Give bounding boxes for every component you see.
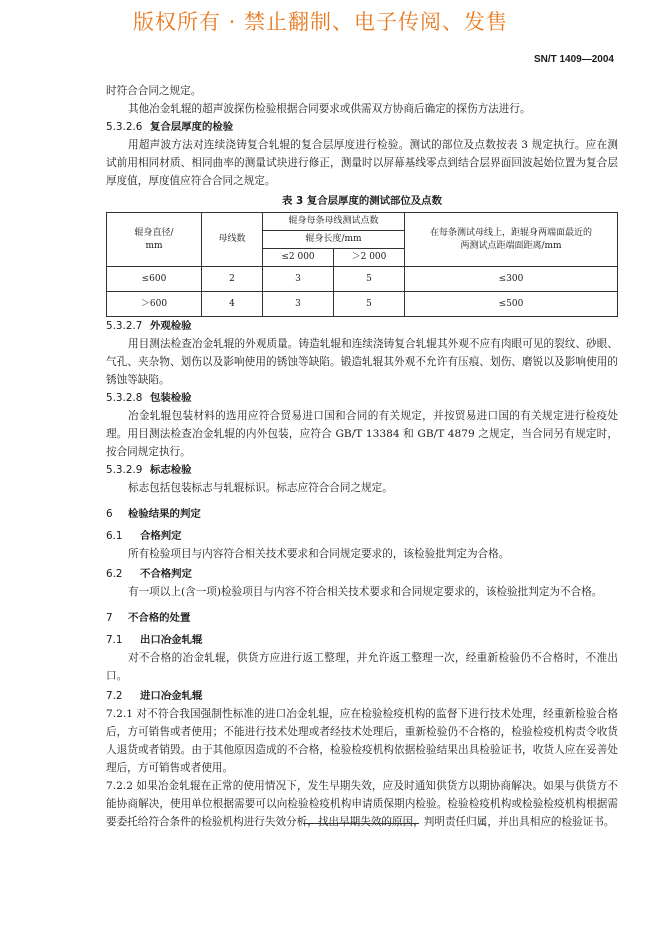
copyright-watermark: 版权所有 · 禁止翻制、电子传阅、发售 [133, 10, 509, 34]
clause-number: 5.3.2.7 [106, 320, 143, 332]
clause-title: 外观检验 [150, 320, 192, 332]
cell-distance: ≤500 [405, 292, 618, 317]
clause-title: 不合格判定 [140, 568, 192, 580]
clause-title: 复合层厚度的检验 [150, 121, 234, 133]
table-row [107, 292, 618, 317]
clause-number: 5.3.2.9 [106, 464, 143, 476]
clause-number: 6.1 [106, 530, 123, 542]
table-header-length-long: ＞2 000 [334, 249, 405, 267]
section-number: 7 [106, 612, 113, 624]
clause-number: 7.2 [106, 690, 123, 702]
paragraph: 冶金轧辊包装材料的选用应符合贸易进口国和合同的有关规定，并按贸易进口国的有关规定进行检疫处理。用目测法检查冶金轧辊的内外包装，应符合 GB/T 13384 和 GB/T 4879 之规定，当合同另有规定时，按合同规定执行。 [106, 410, 618, 458]
table-row [107, 267, 618, 292]
section-6-heading [106, 505, 618, 523]
end-rule [303, 823, 419, 824]
clause-title: 合格判定 [140, 530, 182, 542]
clause-number: 7.1 [106, 634, 123, 646]
clause-number: 5.3.2.6 [106, 121, 143, 133]
clause-6-1-heading [106, 527, 618, 545]
clause-5-3-2-6-heading [106, 118, 618, 136]
table-header-diameter: 辊身直径/ mm [107, 213, 202, 267]
paragraph: 7.2.1 对不符合我国强制性标准的进口冶金轧辊，应在检验检疫机构的监督下进行技术处理，经重新检验合格后，方可销售或者使用；不能进行技术处理或者经技术处理后，重新检验仍不合格的，检验检疫机构责令收货人退货或者销毁。由于其他原因造成的不合格，检验检疫机构依据检验结果出具检验证书，收货人应在妥善处理后，方可销售或者使用。 [106, 708, 618, 774]
paragraph: 其他冶金轧辊的超声波探伤检验根据合同要求或供需双方协商后确定的探伤方法进行。 [128, 103, 531, 115]
cell-points-short: 3 [263, 292, 334, 317]
standard-number: SN/T 1409—2004 [533, 54, 614, 65]
cell-diameter: ≤600 [107, 267, 202, 292]
clause-title: 出口冶金轧辊 [140, 634, 203, 646]
section-title: 不合格的处置 [128, 612, 191, 624]
document-body [106, 82, 618, 831]
paragraph: 用超声波方法对连续浇铸复合轧辊的复合层厚度进行检验。测试的部位及点数按表 3 规定执行。应在测试前用相同材质、相同曲率的测量试块进行修正，测量时以屏幕基线零点到结合层界面回波起始位置为复合层厚度值，厚度值应符合合同之规定。 [106, 139, 618, 187]
clause-number: 6.2 [106, 568, 123, 580]
table-header-lines: 母线数 [202, 213, 263, 267]
cell-distance: ≤300 [405, 267, 618, 292]
section-title: 检验结果的判定 [128, 508, 201, 520]
clause-5-3-2-8-heading [106, 389, 618, 407]
paragraph: 所有检验项目与内容符合相关技术要求和合同规定要求的，该检验批判定为合格。 [128, 548, 510, 560]
table-header-points: 辊身每条母线测试点数 [263, 213, 405, 231]
clause-5-3-2-7-heading [106, 317, 618, 335]
cell-lines: 4 [202, 292, 263, 317]
table-header-length-short: ≤2 000 [263, 249, 334, 267]
table-caption: 表 3 复合层厚度的测试部位及点数 [282, 195, 442, 207]
paragraph: 用目测法检查冶金轧辊的外观质量。铸造轧辊和连续浇铸复合轧辊其外观不应有肉眼可见的裂纹、砂眼、气孔、夹杂物、划伤以及影响使用的锈蚀等缺陷。锻造轧辊其外观不允许有压痕、划伤、磨锐以及影响使用的锈蚀等缺陷。 [106, 338, 618, 386]
clause-number: 5.3.2.8 [106, 392, 143, 404]
clause-title: 标志检验 [150, 464, 192, 476]
thickness-test-table [106, 212, 618, 317]
paragraph: 对不合格的冶金轧辊，供货方应进行返工整理，并允许返工整理一次，经重新检验仍不合格时，不准出口。 [106, 652, 618, 682]
cell-points-long: 5 [334, 267, 405, 292]
section-7-heading [106, 609, 618, 627]
clause-7-2-heading [106, 687, 618, 705]
table-header-length: 辊身长度/mm [263, 231, 405, 249]
clause-title: 包装检验 [150, 392, 192, 404]
paragraph: 7.2.2 如果冶金轧辊在正常的使用情况下，发生早期失效，应及时通知供货方以期协商解决。如果与供货方不能协商解决，使用单位根据需要可以向检验检疫机构申请质保期内检验。检验检疫机构或检验检疫机构根据需要委托给符合条件的检验机构进行失效分析，找出早期失效的原因，判明责任归属，并出具相应的检验证书。 [106, 780, 618, 828]
clause-title: 进口冶金轧辊 [140, 690, 203, 702]
section-number: 6 [106, 508, 113, 520]
cell-points-long: 5 [334, 292, 405, 317]
clause-7-1-heading [106, 631, 618, 649]
table-header-distance: 在每条测试母线上，距辊身两端面最近的 两测试点距端面距离/mm [405, 213, 618, 267]
cell-lines: 2 [202, 267, 263, 292]
paragraph: 时符合合同之规定。 [106, 85, 202, 97]
clause-5-3-2-9-heading [106, 461, 618, 479]
cell-points-short: 3 [263, 267, 334, 292]
clause-6-2-heading [106, 565, 618, 583]
paragraph: 标志包括包装标志与轧辊标识。标志应符合合同之规定。 [128, 482, 393, 494]
paragraph: 有一项以上(含一项)检验项目与内容不符合相关技术要求和合同规定要求的，该检验批判定为不合格。 [128, 586, 603, 598]
cell-diameter: ＞600 [107, 292, 202, 317]
